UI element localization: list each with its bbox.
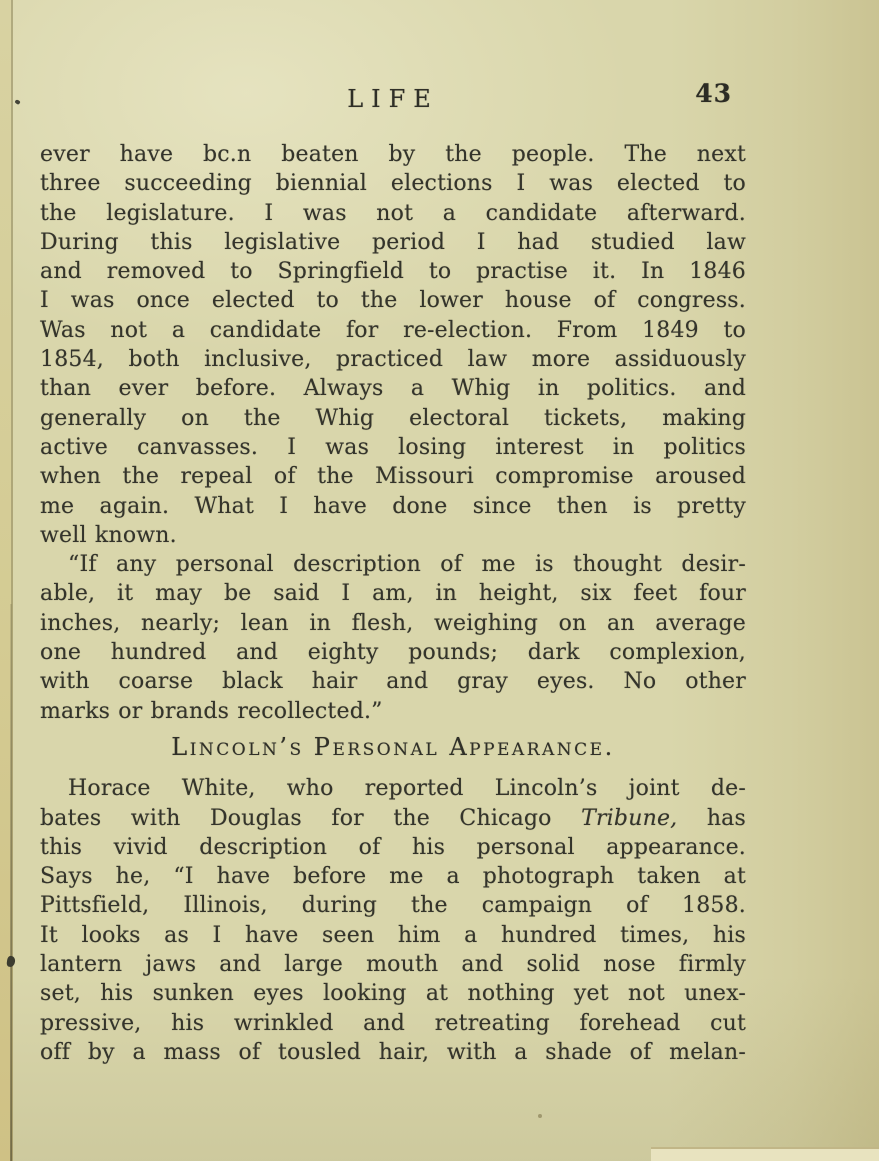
text-line: I was once elected to the lower house of congress. bbox=[40, 288, 746, 314]
page-crease bbox=[10, 604, 12, 1161]
text-line: inches, nearly; lean in flesh, weighing on an average bbox=[40, 610, 746, 636]
text-segment: has bbox=[677, 805, 746, 831]
text-line: lantern jaws and large mouth and solid nose firmly bbox=[40, 952, 746, 978]
text-line: 1854, both inclusive, practiced law more assiduously bbox=[40, 347, 746, 373]
body-text bbox=[40, 140, 746, 1067]
text-line: than ever before. Always a Whig in politics. and bbox=[40, 376, 746, 402]
italic-text: Tribune, bbox=[581, 805, 678, 831]
text-line: me again. What I have done since then is pretty bbox=[40, 493, 746, 519]
text-segment: bates with Douglas for the Chicago bbox=[40, 805, 582, 831]
text-line: when the repeal of the Missouri compromise aroused bbox=[40, 464, 746, 490]
paragraph bbox=[40, 550, 746, 726]
text-line: with coarse black hair and gray eyes. No other bbox=[40, 669, 746, 695]
text-line: the legislature. I was not a candidate afterward. bbox=[40, 200, 746, 226]
text-line: this vivid description of his personal appearance. bbox=[40, 834, 746, 860]
ink-speck bbox=[14, 99, 20, 105]
page-number: 43 bbox=[695, 79, 732, 108]
text-line: and removed to Springfield to practise it. In 1846 bbox=[40, 259, 746, 285]
text-line: three succeeding biennial elections I was elected to bbox=[40, 171, 746, 197]
section-heading: Lincoln’s Personal Appearance. bbox=[171, 732, 615, 761]
text-line: active canvasses. I was losing interest in politics bbox=[40, 434, 746, 460]
text-line: marks or brands recollected.” bbox=[40, 698, 383, 724]
text-line: ever have bc.n beaten by the people. The next bbox=[40, 142, 746, 167]
text-line: It looks as I have seen him a hundred times, his bbox=[40, 922, 746, 948]
ink-speck bbox=[6, 955, 15, 967]
text-line: Says he, “I have before me a photograph taken at bbox=[40, 864, 746, 890]
running-title: LIFE bbox=[347, 85, 439, 113]
paragraph bbox=[40, 140, 746, 550]
text-line: off by a mass of tousled hair, with a shade of melan- bbox=[40, 1039, 746, 1065]
text-line: “If any personal description of me is thought desir- bbox=[68, 552, 746, 578]
text-line: generally on the Whig electoral tickets, making bbox=[40, 405, 746, 431]
text-line: Pittsfield, Illinois, during the campaign of 1858. bbox=[40, 893, 746, 919]
page-bottom-right-edge bbox=[651, 1147, 879, 1161]
text-line: well known. bbox=[40, 522, 177, 548]
text-line: pressive, his wrinkled and retreating forehead cut bbox=[40, 1010, 746, 1036]
text-line: During this legislative period I had studied law bbox=[40, 229, 746, 255]
text-line: Was not a candidate for re-election. From 1849 to bbox=[40, 317, 746, 343]
text-line: able, it may be said I am, in height, six feet four bbox=[40, 581, 746, 607]
text-line: Horace White, who reported Lincoln’s joint de- bbox=[68, 776, 746, 802]
ink-speck bbox=[538, 1114, 542, 1118]
text-line bbox=[40, 804, 746, 833]
text-line: one hundred and eighty pounds; dark complexion, bbox=[40, 640, 746, 666]
text-line: set, his sunken eyes looking at nothing yet not unex- bbox=[40, 981, 746, 1007]
paragraph bbox=[40, 774, 746, 1067]
